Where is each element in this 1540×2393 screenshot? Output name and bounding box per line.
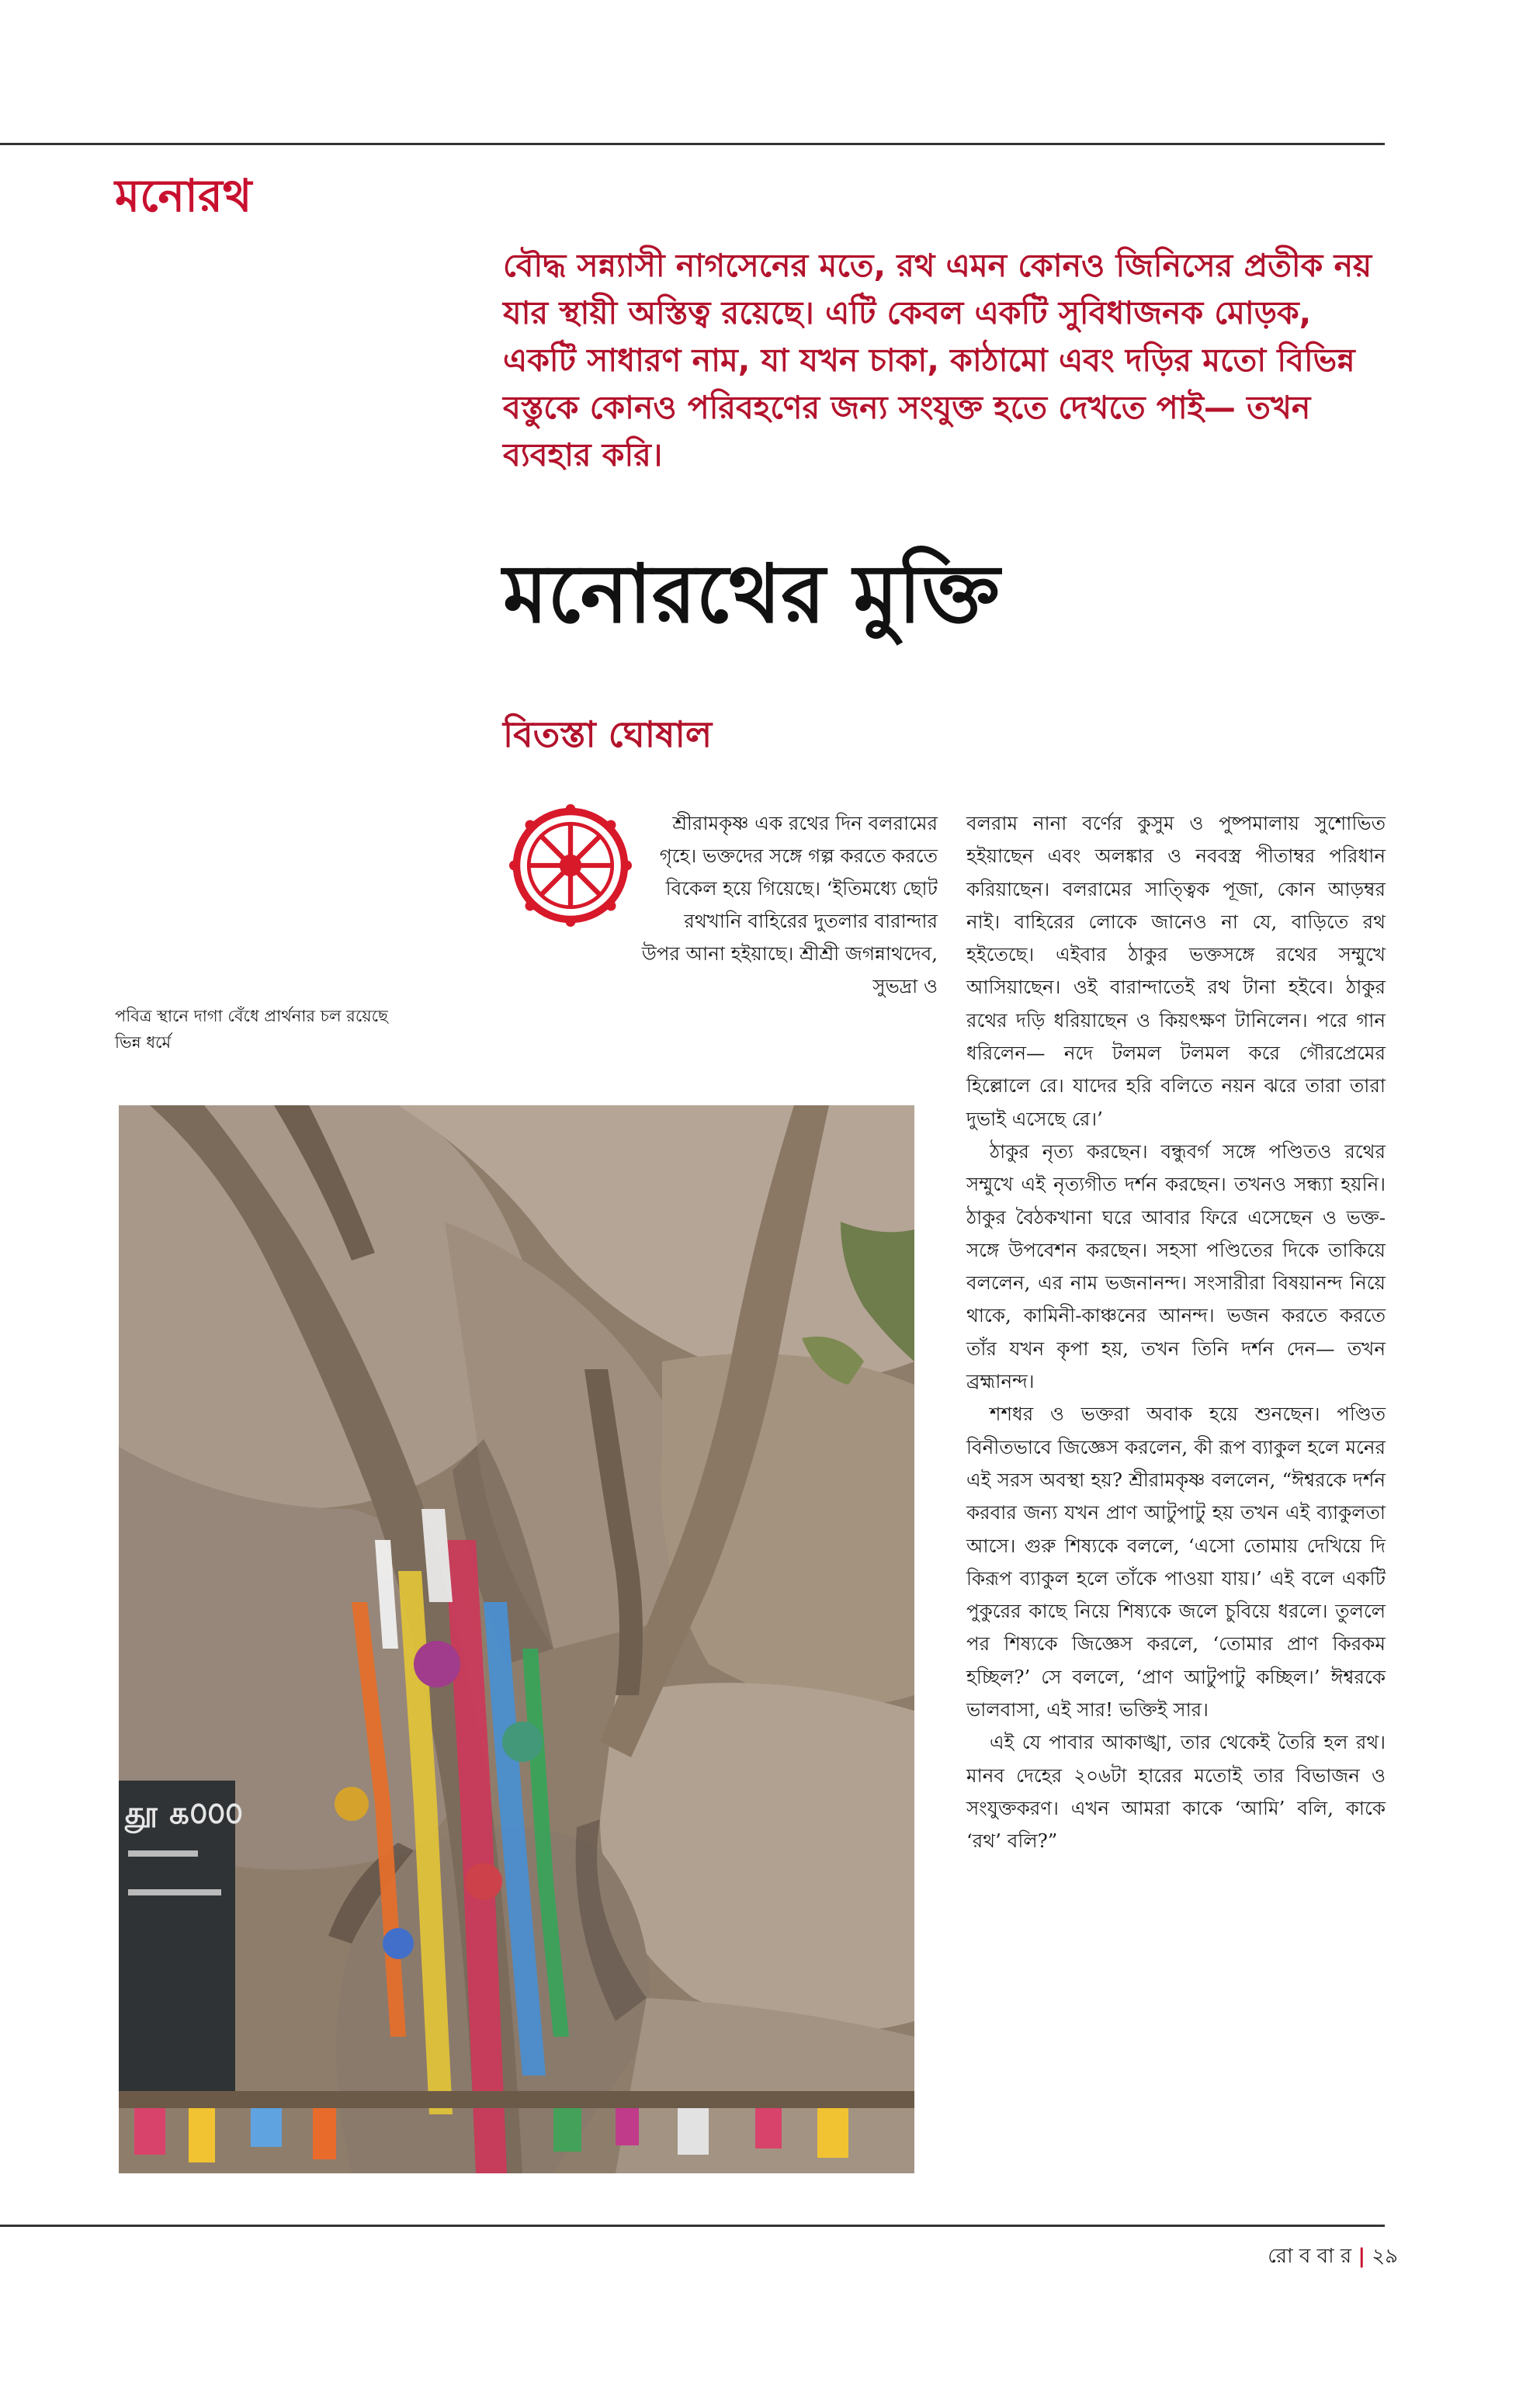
photo-caption: পবিত্র স্থানে দাগা বেঁধে প্রার্থনার চল রয়েছে ভিন্ন ধর্মে (115, 1007, 388, 1052)
publication-name: রো ব বা র (1268, 2245, 1352, 2268)
photo-rock-shrine (119, 1105, 914, 2173)
body-paragraph: শ্রীরামকৃষ্ণ এক রথের দিন বলরামের গৃহে। ভক্তদের সঙ্গে গল্প করতে করতে বিকেল হয়ে গিয়েছে। ‘ইতিমধ্যে ছোট রথখানি বাহিরের দুতলার বারান্দার উপর আনা হইয়াছে। শ্রীশ্রী জগন্নাথদেব, সুভদ্রা ও (641, 812, 938, 997)
body-paragraph: বলরাম নানা বর্ণের কুসুম ও পুষ্পমালায় সুশোভিত হইয়াছেন এবং অলঙ্কার ও নববস্ত্র পীতাম্বর পরিধান করিয়াছেন। বলরামের সাত্ত্বিক পূজা, কোন আড়ম্বর নাই। বাহিরের লোকে জানেও না যে, বাড়িতে রথ হইতেছে। এইবার ঠাকুর ভক্তসঙ্গে রথের সম্মুখে আসিয়াছেন। ওই বারান্দাতেই রথ টানা হইবে। ঠাকুর রথের দড়ি ধরিয়াছেন ও কিয়ৎক্ষণ টানিলেন। পরে গান ধরিলেন— নদে টলমল টলমল করে গৌরপ্রেমের হিল্লোলে রে। যাদের হরি বলিতে নয়ন ঝরে তারা তারা দুভাই এসেছে রে।’ (966, 812, 1386, 1130)
body-paragraph: শশধর ও ভক্তরা অবাক হয়ে শুনছেন। পণ্ডিত বিনীতভাবে জিজ্ঞেস করলেন, কী রূপ ব্যাকুল হলে মনের এই সরস অবস্থা হয়? শ্রীরামকৃষ্ণ বললেন, “ঈশ্বরকে দর্শন করবার জন্য যখন প্রাণ আটুপাটু হয় তখন এই ব্যাকুলতা আসে। গুরু শিষ্যকে বললে, ‘এসো তোমায় দেখিয়ে দি কিরূপ ব্যাকুল হলে তাঁকে পাওয়া যায়।’ এই বলে একটি পুকুরের কাছে নিয়ে শিষ্যকে জলে চুবিয়ে ধরলে। তুললে পর শিষ্যকে জিজ্ঞেস করলে, ‘তোমার প্রাণ কিরকম হচ্ছিল?’ সে বললে, ‘প্রাণ আটুপাটু কচ্ছিল।’ ঈশ্বরকে ভালবাসা, এই সার! ভক্তিই সার। (966, 1403, 1386, 1722)
top-rule (0, 143, 1385, 145)
photo-sign-text: தூ ௧௦௦௦ (125, 1795, 243, 1831)
page-folio (1268, 2240, 1398, 2274)
folio-separator: | (1358, 2245, 1365, 2268)
section-label: মনোরথ (115, 169, 252, 222)
byline: বিতস্তা ঘোষাল (503, 713, 713, 755)
body-column-middle (503, 807, 938, 1003)
intro-deck: বৌদ্ধ সন্ন্যাসী নাগসেনের মতে, রথ এমন কোনও জিনিসের প্রতীক নয় যার স্থায়ী অস্তিত্ব রয়েছে। এটি কেবল একটি সুবিধাজনক মোড়ক, একটি সাধারণ নাম, যা যখন চাকা, কাঠামো এবং দড়ির মতো বিভিন্ন বস্তুকে কোনও পরিবহণের জন্য সংযুক্ত হতে দেখতে পাই— তখন ব্যবহার করি। (503, 247, 1372, 473)
body-paragraph: এই যে পাবার আকাঙ্খা, তার থেকেই তৈরি হল রথ। মানব দেহের ২০৬টা হারের মতোই তার বিভাজন ও সংযুক্তকরণ। এখন আমরা কাকে ‘আমি’ বলি, কাকে ‘রথ’ বলি?” (966, 1731, 1386, 1853)
body-column-right (966, 807, 1386, 1858)
page-title: মনোরথের মুক্তি (503, 546, 1001, 641)
page-number: ২৯ (1372, 2245, 1398, 2268)
bottom-rule (0, 2225, 1385, 2227)
body-paragraph: ঠাকুর নৃত্য করছেন। বন্ধুবর্গ সঙ্গে পণ্ডিতও রথের সম্মুখে এই নৃত্যগীত দর্শন করছেন। তখনও সন্ধ্যা হয়নি। ঠাকুর বৈঠকখানা ঘরে আবার ফিরে এসেছেন ও ভক্ত-সঙ্গে উপবেশন করছেন। সহসা পণ্ডিতের দিকে তাকিয়ে বললেন, এর নাম ভজনানন্দ। সংসারীরা বিষয়ানন্দ নিয়ে থাকে, কামিনী-কাঞ্চনের আনন্দ। ভজন করতে করতে তাঁর যখন কৃপা হয়, তখন তিনি দর্শন দেন— তখন ব্রহ্মানন্দ। (966, 1139, 1386, 1393)
